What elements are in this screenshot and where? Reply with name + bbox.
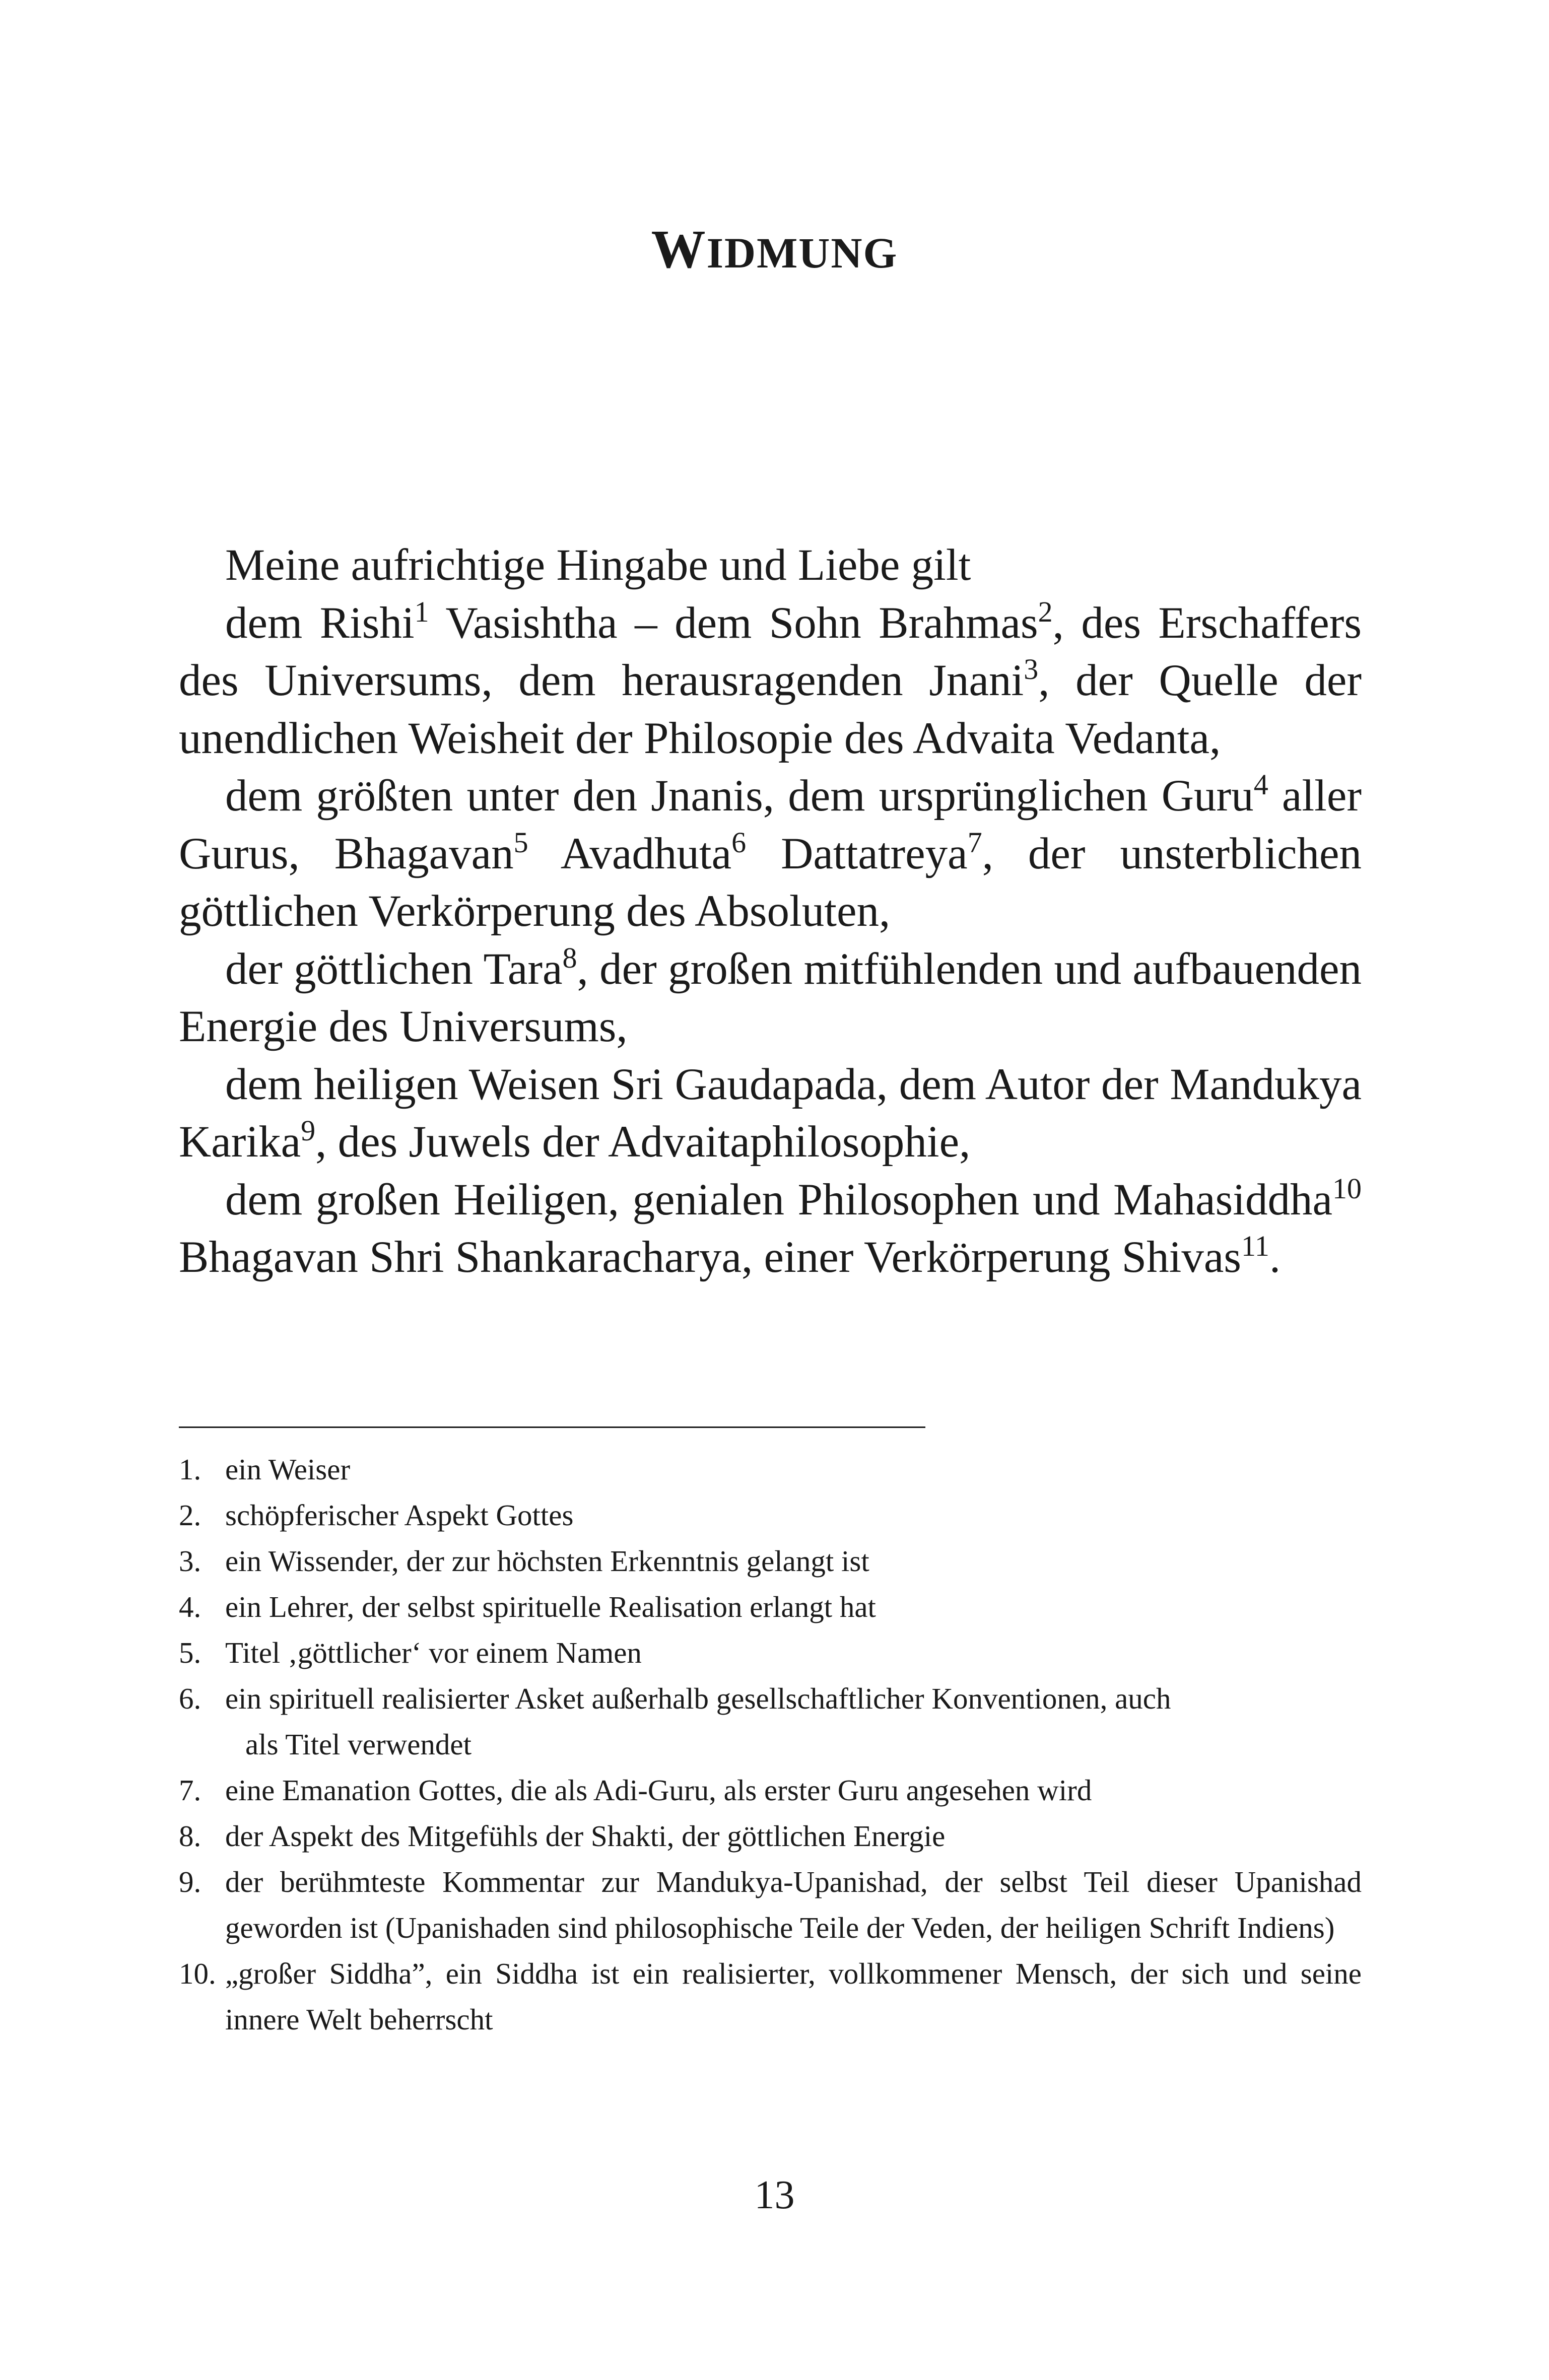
dedication-paragraph-4: [179, 940, 1362, 1056]
dedication-paragraph-5: [179, 1056, 1362, 1171]
footnote-item: [179, 1538, 1362, 1584]
footnote-number: 1.: [179, 1453, 201, 1486]
footnote-text: ein Weiser: [225, 1453, 351, 1486]
footnote-separator: [179, 1426, 925, 1428]
text-run: , des Erschaffers des Universums, dem herausragenden Jnani: [179, 598, 1362, 705]
footnote-item: [179, 1676, 1362, 1767]
page-number: 13: [754, 2173, 795, 2217]
footnote-text: „großer Siddha”, ein Siddha ist ein realisierter, vollkommener Mensch, der sich und seine innere Welt beherrscht: [225, 1957, 1362, 2036]
text-run: dem heiligen Weisen Sri Gaudapada, dem Autor der Mandukya Karika: [179, 1059, 1362, 1167]
text-run: dem größten unter den Jnanis, dem ursprünglichen Guru: [225, 771, 1254, 821]
footnote-item: [179, 1859, 1362, 1951]
footnote-ref-5: 5: [513, 826, 528, 859]
footnote-item: [179, 1813, 1362, 1859]
footnote-ref-4: 4: [1253, 768, 1268, 801]
chapter-heading: [0, 220, 1549, 280]
footnote-ref-1: 1: [414, 595, 429, 628]
footnote-text: eine Emanation Gottes, die als Adi-Guru, als erster Guru angesehen wird: [225, 1774, 1092, 1807]
footnote-text: ein spirituell realisierter Asket außerhalb gesellschaftlicher Konventionen, auch: [225, 1682, 1171, 1715]
footnote-item: [179, 1767, 1362, 1813]
dedication-paragraph-2: [179, 594, 1362, 768]
dedication-line: Meine aufrichtige Hingabe und Liebe gilt: [225, 540, 971, 590]
footnote-number: 6.: [179, 1682, 201, 1715]
footnote-number: 7.: [179, 1774, 201, 1807]
text-run: dem großen Heiligen, genialen Philosophen und Mahasiddha: [225, 1175, 1332, 1225]
footnote-number: 10.: [179, 1957, 216, 1990]
footnote-ref-9: 9: [301, 1114, 316, 1147]
footnote-text: der Aspekt des Mitgefühls der Shakti, der göttlichen Energie: [225, 1819, 946, 1853]
dedication-text: [179, 536, 1362, 1286]
heading-initial: W: [651, 220, 707, 280]
text-run: .: [1269, 1233, 1281, 1282]
footnote-list: [179, 1447, 1362, 2043]
footnote-text: schöpferischer Aspekt Gottes: [225, 1499, 574, 1532]
footnote-number: 4.: [179, 1590, 201, 1623]
text-run: , der Quelle der unendlichen Weisheit der Philosopie des Advaita Vedanta,: [179, 656, 1362, 763]
footnote-number: 5.: [179, 1636, 201, 1669]
footnote-text: Titel ‚göttlicher‘ vor einem Namen: [225, 1636, 642, 1669]
footnote-ref-6: 6: [731, 826, 747, 859]
footnote-item: [179, 1447, 1362, 1492]
footnote-ref-11: 11: [1241, 1230, 1269, 1263]
dedication-paragraph-6: [179, 1171, 1362, 1286]
footnote-number: 3.: [179, 1544, 201, 1578]
text-run: Dattatreya: [746, 829, 968, 878]
text-run: , des Juwels der Advaitaphilosophie,: [315, 1117, 971, 1167]
text-run: Avadhuta: [528, 829, 732, 878]
footnote-text: ein Lehrer, der selbst spirituelle Realisation erlangt hat: [225, 1590, 876, 1623]
footnote-text: der berühmteste Kommentar zur Mandukya-Upanishad, der selbst Teil dieser Upanishad geworden ist (Upanishaden sind philosophische Teile der Veden, der heiligen Schrift Indiens): [225, 1865, 1362, 1944]
footnote-ref-2: 2: [1038, 595, 1053, 628]
heading-small-caps: IDMUNG: [706, 229, 898, 278]
footnote-text: ein Wissender, der zur höchsten Erkenntnis gelangt ist: [225, 1544, 869, 1578]
footnote-item: [179, 1584, 1362, 1630]
footnote-text-continued: als Titel verwendet: [245, 1728, 472, 1761]
text-run: Vasishtha – dem Sohn Brahmas: [429, 598, 1038, 648]
footnote-item: [179, 1630, 1362, 1676]
footnote-number: 9.: [179, 1865, 201, 1898]
footnote-ref-7: 7: [967, 826, 982, 859]
footnote-item: [179, 1951, 1362, 2043]
footnote-number: 2.: [179, 1499, 201, 1532]
footnote-ref-3: 3: [1024, 653, 1039, 686]
text-run: aller Gurus, Bhagavan: [179, 771, 1362, 878]
footnote-item: [179, 1492, 1362, 1538]
dedication-paragraph-3: [179, 767, 1362, 940]
footnote-ref-10: 10: [1332, 1172, 1362, 1205]
text-run: dem Rishi: [225, 598, 415, 648]
text-run: , der unsterblichen göttlichen Verkörperung des Absoluten,: [179, 829, 1362, 936]
footnote-number: 8.: [179, 1819, 201, 1853]
text-run: Bhagavan Shri Shankaracharya, einer Verkörperung Shivas: [179, 1233, 1241, 1282]
footnote-ref-8: 8: [562, 941, 577, 974]
text-run: , der großen mitfühlenden und aufbauenden Energie des Universums,: [179, 944, 1362, 1051]
dedication-paragraph-1: [179, 536, 1362, 594]
text-run: der göttlichen Tara: [225, 944, 563, 994]
